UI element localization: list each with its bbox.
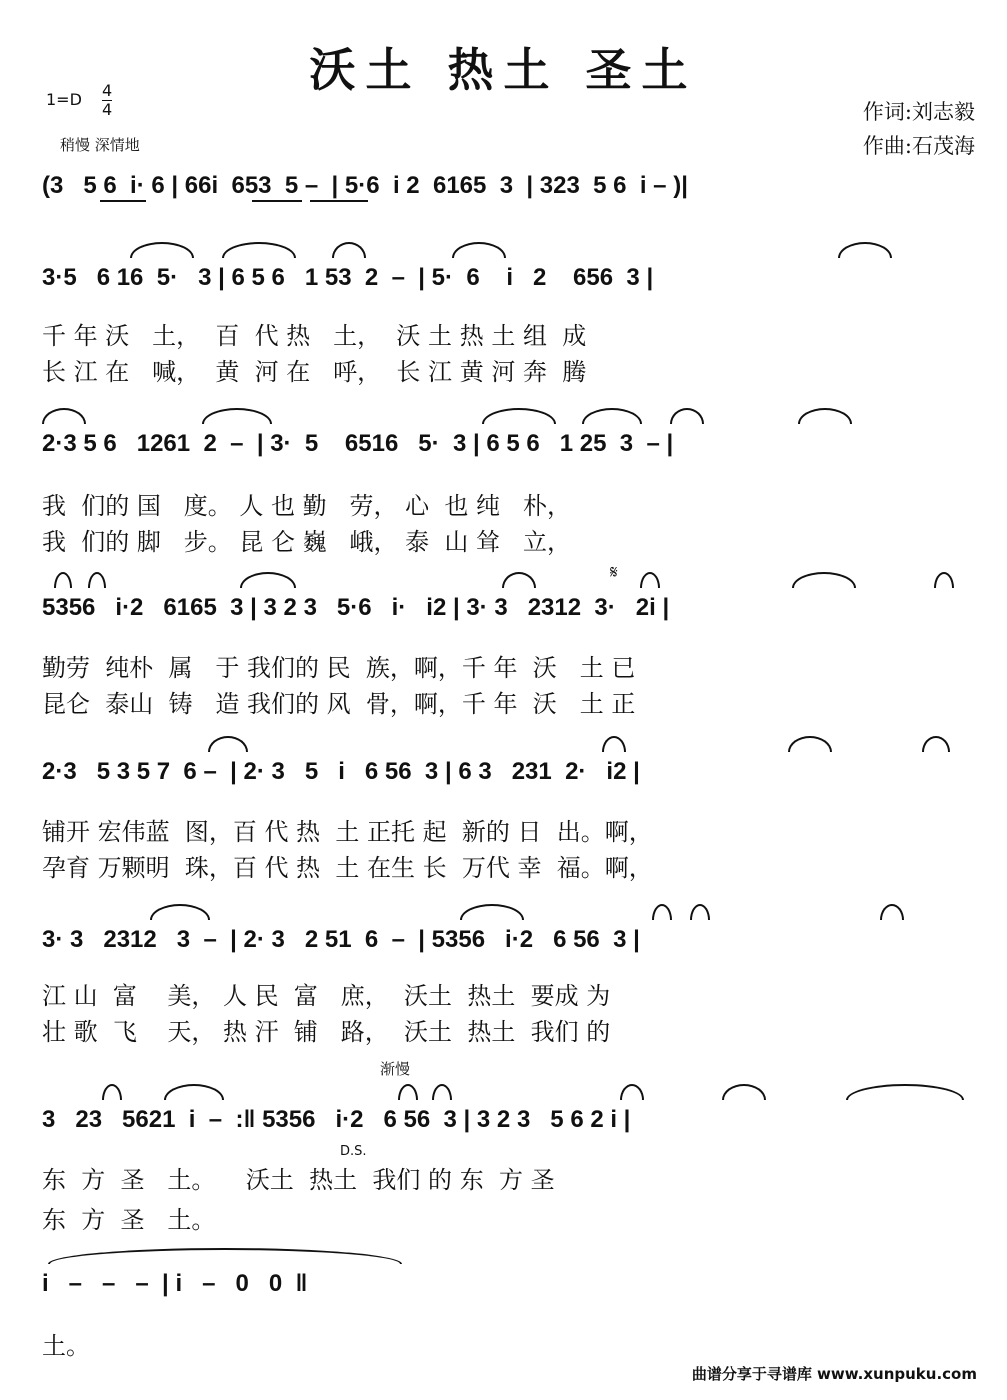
- notation-line-7: [42, 1100, 972, 1140]
- notation-line-3: [42, 424, 972, 464]
- slur: [934, 572, 954, 588]
- slur: [652, 904, 672, 920]
- notes-text: 5356 i·2 6165 3 | 3 2 3 5·6 i· i2 | 3· 3 2312 3· 2i |: [42, 594, 670, 621]
- slur: [640, 572, 660, 588]
- notes-text: 2·3 5 6 1261 2 – | 3· 5 6516 5· 3 | 6 5 6 1 25 3 – |: [42, 430, 674, 457]
- site-footer: 曲谱分享于寻谱库 www.xunpuku.com: [691, 1365, 977, 1383]
- notes-text: 3 23 5621 i – :‖ 5356 i·2 6 56 3 | 3 2 3 5 6 2 i |: [42, 1106, 631, 1133]
- lyrics-line-5-verse-2: 孕育 万颗明 珠，百 代 热 土 在生 长 万代 幸 福。啊，: [42, 854, 653, 882]
- time-bottom: 4: [102, 100, 113, 119]
- lyrics-line-4-verse-2: 昆仑 泰山 铸 造 我们的 风 骨，啊，千 年 沃 土 正: [42, 690, 636, 718]
- slur: [482, 408, 556, 424]
- lyrics-line-6-verse-1: 江 山 富 美， 人 民 富 庶， 沃土 热土 要成 为: [42, 982, 611, 1010]
- beam: [252, 200, 302, 202]
- notes-text: 3·5 6 16 5· 3 | 6 5 6 1 53 2 – | 5· 6 i 2 656 3 |: [42, 264, 654, 291]
- notes-text: i – – – | i – 0 0 ‖: [42, 1270, 308, 1297]
- slur: [208, 736, 248, 752]
- lyricist-credit: 作词:刘志毅: [862, 100, 975, 124]
- tie: [48, 1248, 402, 1264]
- lyrics-line-3-verse-1: 我 们的 国 度。 人 也 勤 劳， 心 也 纯 朴，: [42, 492, 571, 520]
- slur: [838, 242, 892, 258]
- slur: [582, 408, 642, 424]
- slur: [922, 736, 950, 752]
- lyrics-line-2-verse-2: 长 江 在 喊， 黄 河 在 呼， 长 江 黄 河 奔 腾: [42, 358, 587, 386]
- key-label: 1=D: [46, 90, 82, 109]
- notes-text: 2·3 5 3 5 7 6 – | 2· 3 5 i 6 56 3 | 6 3 231 2· i2 |: [42, 758, 640, 785]
- lyrics-line-2-verse-1: 千 年 沃 土， 百 代 热 土， 沃 土 热 土 组 成: [42, 322, 587, 350]
- slur: [690, 904, 710, 920]
- slur: [102, 1084, 122, 1100]
- slur: [788, 736, 832, 752]
- slur: [130, 242, 194, 258]
- slur: [670, 408, 704, 424]
- segno-sign: 𝄋: [610, 562, 618, 583]
- slur: [798, 408, 852, 424]
- slur: [452, 242, 506, 258]
- slur: [792, 572, 856, 588]
- slur: [620, 1084, 644, 1100]
- lyrics-line-6-verse-2: 壮 歌 飞 天， 热 汗 铺 路， 沃土 热土 我们 的: [42, 1018, 611, 1046]
- slur: [722, 1084, 766, 1100]
- slur: [460, 904, 524, 920]
- slur: [398, 1084, 418, 1100]
- slur: [164, 1084, 224, 1100]
- key-signature: [46, 90, 82, 109]
- notation-line-1: [42, 166, 972, 206]
- slur: [432, 1084, 452, 1100]
- slur: [150, 904, 210, 920]
- notation-line-8: [42, 1264, 972, 1304]
- lyrics-line-4-verse-1: 勤劳 纯朴 属 于 我们的 民 族，啊，千 年 沃 土 已: [42, 654, 636, 682]
- notation-line-5: [42, 752, 972, 792]
- notation-line-2: [42, 258, 972, 298]
- slur: [54, 572, 72, 588]
- slur: [88, 572, 106, 588]
- notes-text: (3 5 6 i· 6 | 66i 653 5 – | 5·6 i 2 6165 3 | 323 5 6 i – )|: [42, 172, 688, 199]
- dal-segno-marking: D.S.: [340, 1144, 367, 1159]
- notation-line-6: [42, 920, 972, 960]
- slur: [222, 242, 296, 258]
- beam: [100, 200, 146, 202]
- lyrics-line-5-verse-1: 铺开 宏伟蓝 图，百 代 热 土 正托 起 新的 日 出。啊，: [42, 818, 653, 846]
- time-signature: [102, 82, 112, 119]
- lyrics-line-7-verse-2: 东 方 圣 土。: [42, 1206, 216, 1234]
- slur: [602, 736, 626, 752]
- slur: [846, 1084, 964, 1100]
- slur: [332, 242, 366, 258]
- lyrics-line-3-verse-2: 我 们的 脚 步。 昆 仑 巍 峨， 泰 山 耸 立，: [42, 528, 571, 556]
- slur: [202, 408, 272, 424]
- time-top: 4: [102, 81, 113, 100]
- notes-text: 3· 3 2312 3 – | 2· 3 2 51 6 – | 5356 i·2 6 56 3 |: [42, 926, 640, 953]
- page-title: 沃土 热土 圣土: [309, 43, 698, 97]
- slur: [240, 572, 296, 588]
- lyrics-line-7-verse-1: 东 方 圣 土。 沃土 热土 我们 的 东 方 圣: [42, 1166, 555, 1194]
- notation-line-4: [42, 588, 972, 628]
- slur: [880, 904, 904, 920]
- ritardando-marking: 渐慢: [380, 1060, 411, 1078]
- slur: [42, 408, 86, 424]
- composer-credit: 作曲:石茂海: [862, 134, 975, 158]
- slur: [502, 572, 536, 588]
- beam: [310, 200, 368, 202]
- lyrics-line-8: 土。: [42, 1332, 90, 1360]
- tempo-marking: 稍慢 深情地: [60, 136, 140, 154]
